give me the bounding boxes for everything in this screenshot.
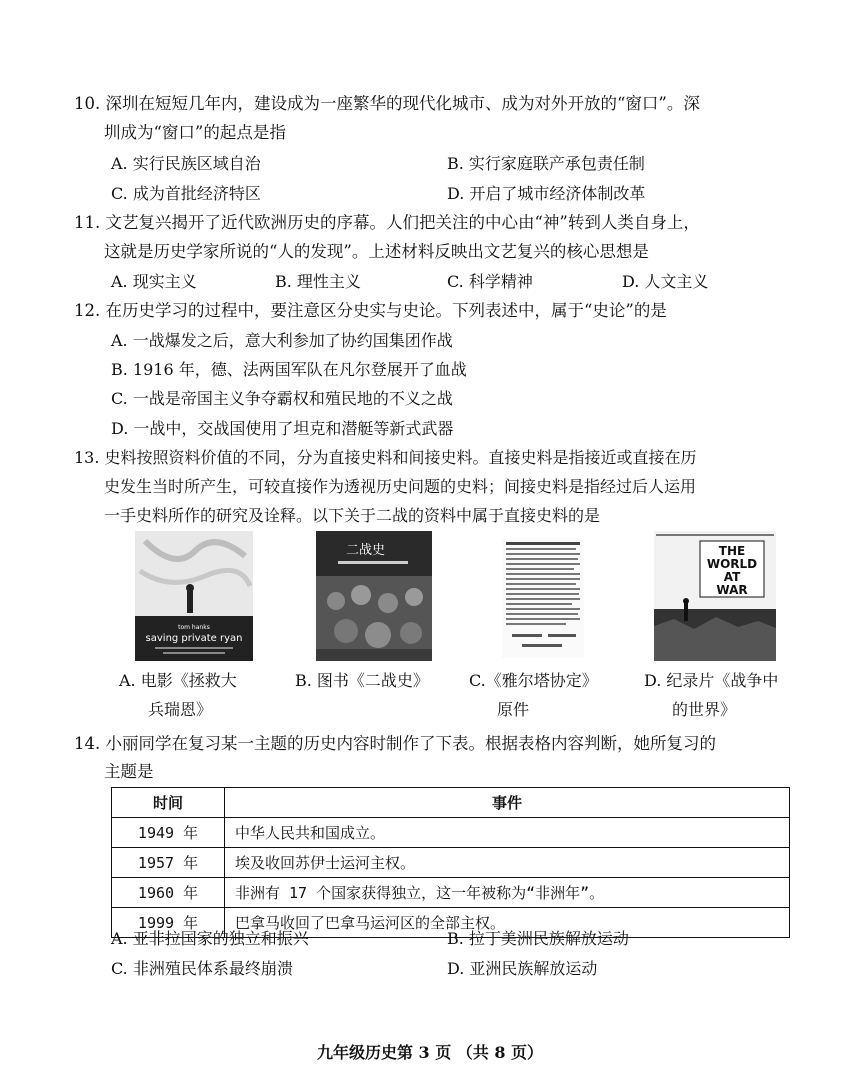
book-cover-graphic — [316, 531, 432, 661]
q10-stem-line1: 10. 深圳在短短几年内，建设成为一座繁华的现代化城市、成为对外开放的“窗口”。深 — [74, 94, 700, 113]
table-cell-event: 中华人民共和国成立。 — [225, 818, 790, 848]
q13-option-a-line2: 兵瑞恩》 — [148, 700, 213, 719]
q13-stem-line3: 一手史料所作的研究及诠释。以下关于二战的资料中属于直接史料的是 — [104, 506, 601, 525]
book-cover-image — [316, 531, 432, 661]
q12-option-d: D. 一战中，交战国使用了坦克和潜艇等新式武器 — [111, 419, 454, 438]
q12-option-b: B. 1916 年，德、法两国军队在凡尔登展开了血战 — [111, 360, 467, 379]
documentary-title-line1: THE — [718, 544, 746, 558]
table-cell-time: 1957 年 — [112, 848, 225, 878]
yalta-document-image — [502, 538, 584, 658]
q14-option-d: D. 亚洲民族解放运动 — [447, 959, 598, 978]
table-header-row — [112, 788, 790, 818]
q13-option-c-line1: C.《雅尔塔协定》 — [469, 671, 598, 690]
q10-option-d: D. 开启了城市经济体制改革 — [447, 184, 646, 203]
book-cover-title: 二战史 — [346, 543, 386, 558]
q14-stem-line1: 14. 小丽同学在复习某一主题的历史内容时制作了下表。根据表格内容判断，她所复习的 — [74, 734, 716, 753]
documentary-cover-graphic — [654, 531, 776, 661]
q11-stem-line1: 11. 文艺复兴揭开了近代欧洲历史的序幕。人们把关注的中心由“神”转到人类自身上， — [74, 213, 700, 232]
q12-option-c: C. 一战是帝国主义争夺霸权和殖民地的不义之战 — [111, 389, 453, 408]
q11-option-c: C. 科学精神 — [447, 272, 533, 291]
page-footer: 九年级历史第 3 页 （共 8 页） — [316, 1043, 544, 1062]
table-cell-time: 1999 年 — [112, 908, 225, 938]
table-cell-time: 1960 年 — [112, 878, 225, 908]
documentary-title-line3: AT — [723, 570, 741, 584]
movie-poster-subtitle: tom hanks — [178, 624, 210, 631]
q10-option-a: A. 实行民族区域自治 — [111, 154, 261, 173]
movie-poster-graphic — [135, 531, 253, 661]
documentary-title-line4: WAR — [716, 583, 748, 597]
q13-stem-line2: 史发生当时所产生，可较直接作为透视历史问题的史料；间接史料是指经过后人运用 — [104, 477, 697, 496]
table-cell-event: 非洲有 17 个国家获得独立，这一年被称为“非洲年”。 — [225, 878, 790, 908]
q14-table — [111, 787, 790, 938]
q13-option-d-line1: D. 纪录片《战争中 — [644, 671, 779, 690]
q12-option-a: A. 一战爆发之后，意大利参加了协约国集团作战 — [111, 331, 453, 350]
movie-poster-title: saving private ryan — [145, 633, 243, 644]
q13-stem-line1: 13. 史料按照资料价值的不同，分为直接史料和间接史料。直接史料是指接近或直接在历 — [74, 448, 697, 467]
q14-option-a: A. 亚非拉国家的独立和振兴 — [111, 929, 309, 948]
q11-option-b: B. 理性主义 — [275, 272, 361, 291]
table-row — [112, 878, 790, 908]
table-cell-time: 1949 年 — [112, 818, 225, 848]
q13-option-b: B. 图书《二战史》 — [295, 671, 429, 690]
q14-stem-line2: 主题是 — [104, 762, 154, 781]
documentary-title-line2: WORLD — [706, 557, 758, 571]
q13-option-d-line2: 的世界》 — [672, 700, 737, 719]
movie-poster-image — [135, 531, 253, 661]
q11-option-d: D. 人文主义 — [622, 272, 709, 291]
table-row — [112, 818, 790, 848]
table-row — [112, 848, 790, 878]
q14-option-b: B. 拉丁美洲民族解放运动 — [447, 929, 629, 948]
yalta-document-graphic — [502, 538, 584, 658]
q12-stem: 12. 在历史学习的过程中，要注意区分史实与史论。下列表述中，属于“史论”的是 — [74, 301, 667, 320]
q11-stem-line2: 这就是历史学家所说的“人的发现”。上述材料反映出文艺复兴的核心思想是 — [104, 242, 649, 261]
q14-option-c: C. 非洲殖民体系最终崩溃 — [111, 959, 293, 978]
table-cell-event: 巴拿马收回了巴拿马运河区的全部主权。 — [225, 908, 790, 938]
q11-option-a: A. 现实主义 — [111, 272, 197, 291]
table-cell-event: 埃及收回苏伊士运河主权。 — [225, 848, 790, 878]
q10-option-b: B. 实行家庭联产承包责任制 — [447, 154, 645, 173]
table-header-event: 事件 — [225, 788, 790, 818]
q10-stem-line2: 圳成为“窗口”的起点是指 — [104, 123, 286, 142]
table-header-time: 时间 — [112, 788, 225, 818]
q13-option-c-line2: 原件 — [497, 700, 530, 719]
q13-option-a-line1: A. 电影《拯救大 — [119, 671, 237, 690]
documentary-cover-image — [654, 531, 776, 661]
q10-option-c: C. 成为首批经济特区 — [111, 184, 261, 203]
